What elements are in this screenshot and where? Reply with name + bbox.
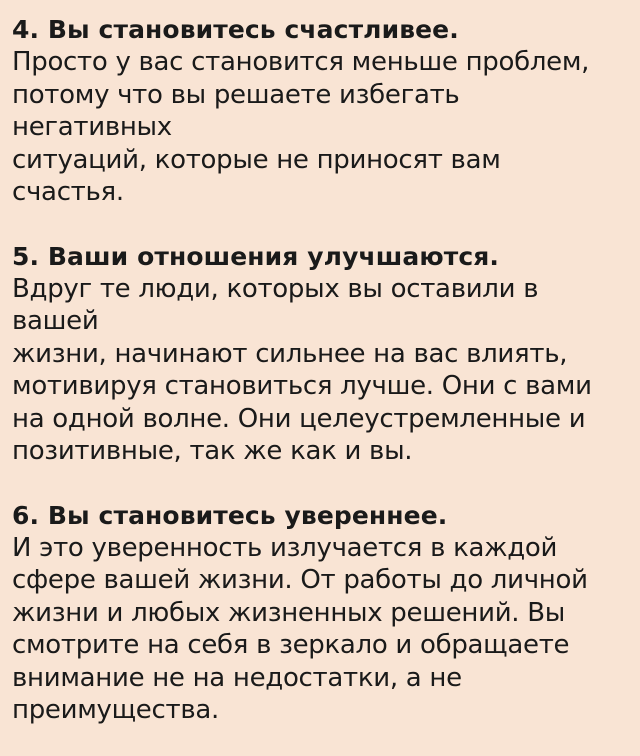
section-body: И это уверенность излучается в каждой сфере вашей жизни. От работы до личной жизни и любых жизненных решений. Вы смотрите на себя в зеркало и обращаете внимание не на недостатки, а не преимущества. — [12, 532, 588, 725]
section-body: Просто у вас становится меньше проблем, потому что вы решаете избегать негативных ситуаций, которые не приносят вам счастья. — [12, 47, 590, 207]
section-heading: 4. Вы становитесь счастливее. — [12, 15, 459, 44]
section-body: Вдруг те люди, которых вы оставили в вашей жизни, начинают сильнее на вас влиять, мотивируя становиться лучше. Они с вами на одной волне. Они целеустремленные и позитивные, так же как и вы. — [12, 273, 592, 466]
section-relationships — [12, 241, 624, 468]
section-heading: 5. Ваши отношения улучшаются. — [12, 241, 500, 271]
section-happier — [12, 14, 624, 209]
section-confidence — [12, 500, 624, 727]
section-heading: 6. Вы становитесь увереннее. — [12, 500, 448, 530]
